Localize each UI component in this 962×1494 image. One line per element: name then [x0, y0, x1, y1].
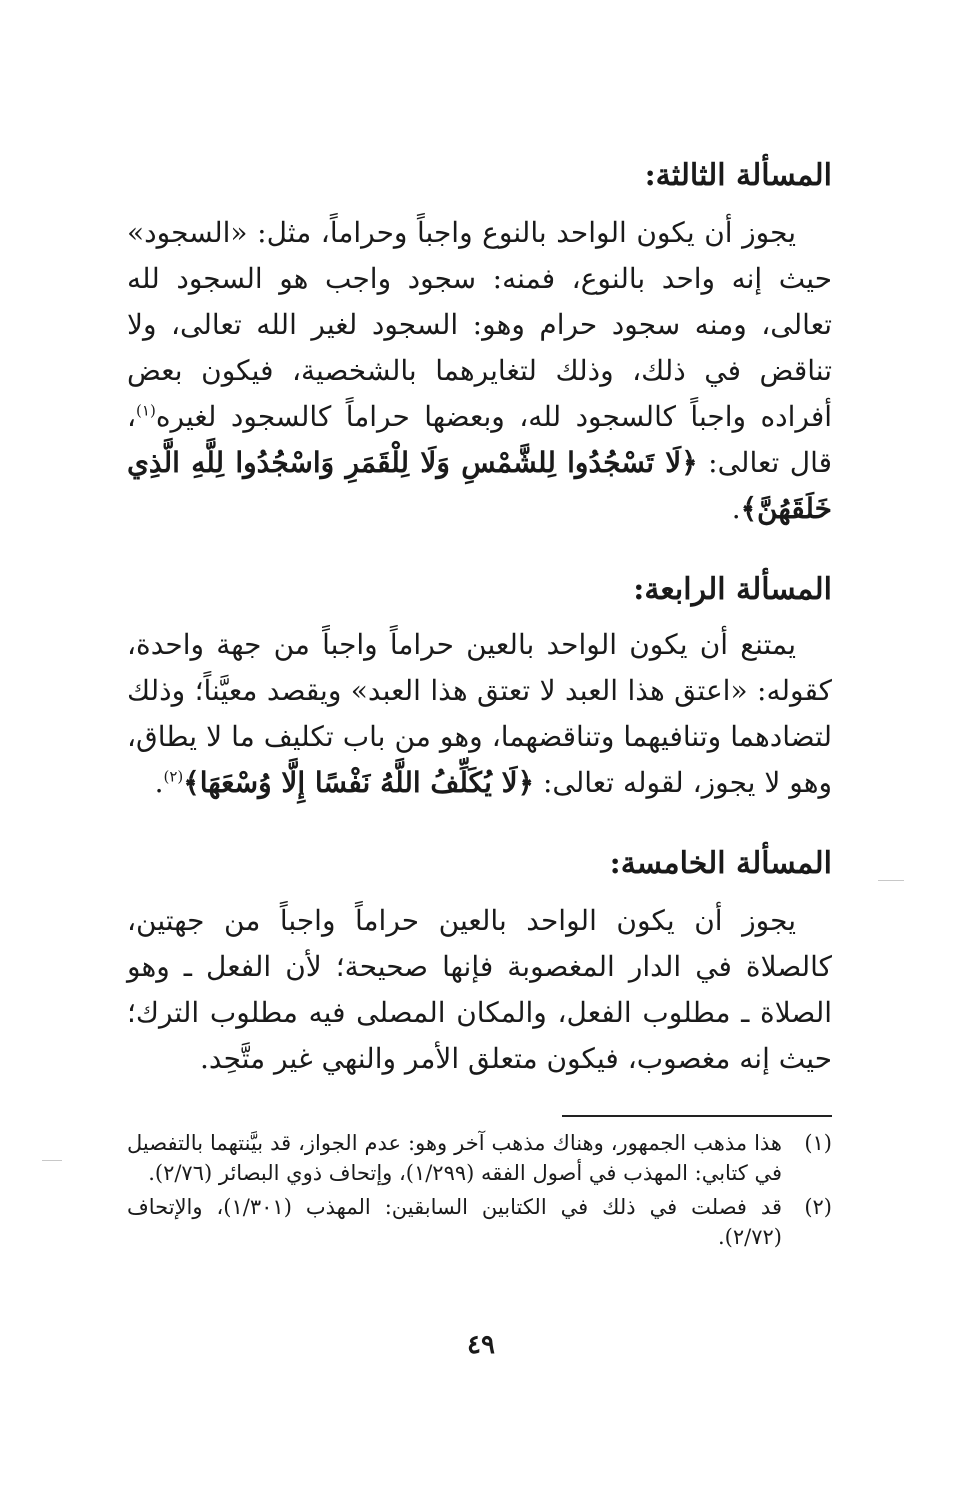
paragraph-text: . [154, 766, 164, 799]
footnotes [127, 1128, 832, 1256]
section-heading-fourth: المسألة الرابعة: [633, 572, 832, 607]
footnote-item [127, 1128, 832, 1188]
footnote-number: (١) [804, 1131, 832, 1155]
footnote-text: هذا مذهب الجمهور، وهناك مذهب آخر وهو: عدم الجواز، قد بيَّنتهما بالتفصيل في كتابي: المهذب في أصول الفقه (١/٢٩٩)، وإتحاف ذوي البصائر (٢/٧٦). [127, 1131, 782, 1185]
paragraph-text: . [731, 492, 741, 525]
section-heading-fifth: المسألة الخامسة: [609, 846, 832, 881]
footnote-text: قد فصلت في ذلك في الكتابين السابقين: المهذب (١/٣٠١)، والإتحاف (٢/٧٢). [127, 1195, 782, 1249]
quran-verse: ﴿لَا تَسْجُدُوا لِلشَّمْسِ وَلَا لِلْقَمَرِ وَاسْجُدُوا لِلَّهِ الَّذِي خَلَقَهُنَّ﴾ [127, 446, 832, 525]
paragraph-text: يجوز أن يكون الواحد بالعين حراماً واجباً من جهتين، كالصلاة في الدار المغصوبة فإنها صحيحة؛ لأن الفعل ـ وهو الصلاة ـ مطلوب الفعل، والمكان المصلى فيه مطلوب الترك؛ حيث إنه مغصوب، فيكون متعلق الأمر والنهي غير متَّحِد. [127, 904, 832, 1075]
section-paragraph-fourth [127, 622, 832, 806]
footnote-ref-2[interactable]: (٢) [163, 767, 184, 786]
quran-verse: ﴿لَا يُكَلِّفُ اللَّهُ نَفْسًا إِلَّا وُسْعَهَا﴾ [183, 766, 535, 799]
paragraph-text: ، قال تعالى: [127, 400, 832, 479]
footnote-item [127, 1192, 832, 1252]
page-number: ٤٩ [467, 1330, 495, 1360]
section-paragraph-fifth [127, 898, 832, 1082]
scan-margin-mark [878, 880, 904, 881]
paragraph-text: يجوز أن يكون الواحد بالنوع واجباً وحراماً، مثل: «السجود» حيث إنه واحد بالنوع، فمنه: سجود واجب هو السجود لله تعالى، ومنه سجود حرام وهو: السجود لغير الله تعالى، ولا تناقض في ذلك، وذلك لتغايرهما بالشخصية، فيكون بعض أفراده واجباً كالسجود لله، وبعضها حراماً كالسجود لغيره [127, 216, 832, 433]
section-paragraph-third [127, 210, 832, 532]
footnote-number: (٢) [804, 1195, 832, 1219]
scan-margin-mark [42, 1160, 62, 1161]
footnote-divider [562, 1115, 832, 1117]
footnote-ref-1[interactable]: (١) [136, 401, 156, 420]
paragraph-text: يمتنع أن يكون الواحد بالعين حراماً واجباً من جهة واحدة، كقوله: «اعتق هذا العبد لا تعتق هذا العبد» ويقصد معيَّناً؛ وذلك لتضادهما وتنافيهما وتناقضهما، وهو من باب تكليف ما لا يطاق، وهو لا يجوز، لقوله تعالى: [127, 628, 832, 799]
section-heading-third: المسألة الثالثة: [644, 158, 832, 193]
